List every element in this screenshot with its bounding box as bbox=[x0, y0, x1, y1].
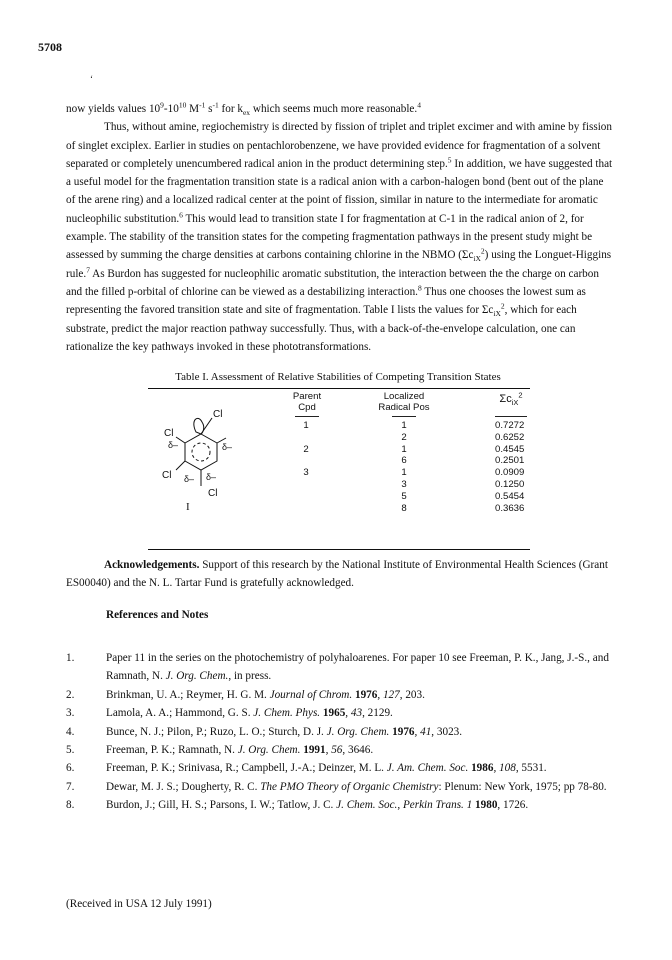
header-localized-radical-pos: Localized Radical Pos bbox=[378, 391, 430, 413]
partial-charge-label: δ– bbox=[184, 474, 195, 484]
reference-item: 7. Dewar, M. J. S.; Dougherty, R. C. The PMO Theory of Organic Chemistry: Plenum: New York, 1975; pp 78-80. bbox=[66, 780, 607, 793]
partial-charge-label: δ– bbox=[206, 472, 217, 482]
table-cell: 6 bbox=[401, 455, 407, 467]
table-cell: 3 bbox=[303, 467, 309, 479]
table-cell: 0.7272 bbox=[495, 420, 525, 431]
table-cell: 0.6252 bbox=[495, 431, 525, 443]
partial-charge-label: δ– bbox=[222, 442, 233, 452]
citation: 5 bbox=[447, 155, 452, 165]
table-cell: 3 bbox=[401, 478, 407, 490]
table-cell: 8 bbox=[401, 502, 407, 514]
column-radical-pos bbox=[395, 420, 413, 514]
table-cell bbox=[296, 432, 316, 444]
table-cell: 1 bbox=[303, 420, 309, 431]
table-cell: 0.2501 bbox=[495, 455, 525, 467]
table-cell bbox=[296, 503, 316, 515]
table-cell: 0.0909 bbox=[495, 467, 525, 479]
page-number: 5708 bbox=[38, 40, 62, 54]
citation: 4 bbox=[417, 100, 421, 110]
body-text bbox=[66, 100, 614, 356]
stray-mark: ‘ bbox=[90, 74, 93, 84]
header-underline bbox=[495, 416, 527, 417]
reference-item: 8. Burdon, J.; Gill, H. S.; Parsons, I. W.; Tatlow, J. C. J. Chem. Soc., Perkin Trans. 1 1980, 1726. bbox=[66, 799, 529, 812]
reference-item: 5. Freeman, P. K.; Ramnath, N. J. Org. Chem. 1991, 56, 3646. bbox=[66, 744, 374, 757]
reference-item: 4. Bunce, N. J.; Pilon, P.; Ruzo, L. O.; Sturch, D. J. J. Org. Chem. 1976, 41, 3023. bbox=[66, 725, 463, 738]
table-cell: 0.1250 bbox=[495, 478, 525, 490]
reference-item: 1. Paper 11 in the series on the photochemistry of polyhaloarenes. For paper 10 see Freeman, P. K., Jang, J.-S., and Ramnath, N. J. Org. Chem., in press. bbox=[66, 652, 609, 683]
chlorine-label: Cl bbox=[164, 428, 174, 439]
header-underline bbox=[295, 416, 319, 417]
citation: 7 bbox=[86, 264, 90, 274]
transition-state-structure bbox=[156, 396, 266, 518]
header-sum-cix2: $\Sigma c_{iX}^2$ bbox=[499, 390, 523, 408]
reference-item: 6. Freeman, P. K.; Srinivasa, R.; Campbell, J.-A.; Deinzer, M. L. J. Am. Chem. Soc. 1986, 108, 5531. bbox=[66, 762, 547, 775]
table-top-rule bbox=[148, 388, 530, 389]
paragraph-2: Thus, without amine, regiochemistry is directed by fission of triplet and triplet excimer and with amine by fission of singlet exciplex. Earlier in studies on pentachlorobenzene, we have provided evidence for fragmentation of a solvent separated or completely unencumbered radical anion in the product determining step.$^5$ In addition, we have suggested that a useful model for the fragmentation transition state is a radical anion with a carbon-halogen bond (bent out of the plane of the arene ring) and a localized radical center at the point of fission, similar in nature to the intermediate for aromatic nucleophilic substitution.$^6$ This would lead to transition state I for fragmentation at C-1 in the radical anion of 2, for example. The stability of the transition states for the competing fragmentation pathways in the present study might be assessed by summing the charge densities at carbons containing chlorine in the NBMO $(\Sigma c_{iX}^2)$ using the Longuet-Higgins rule.$^7$ As Burdon has suggested for nucleophilic aromatic substitution, the interaction between the the charge on carbon and the filled p-orbital of chlorine can be viewed as a destabilizing interaction.$^8$ Thus one chooses the lowest sum as representing the favored transition state and site of fragmentation. Table I lists the values for $\Sigma c_{iX}^2$, which for each substrate, predict the major reaction pathway successfully. Thus, with a back-of-the-envelope calculation, one can rationalize the key pathways invoked in these phototransformations. bbox=[66, 121, 613, 353]
table-cell: 0.4545 bbox=[495, 443, 525, 455]
column-sum-cix2 bbox=[495, 420, 535, 514]
reference-item: 2. Brinkman, U. A.; Reymer, H. G. M. Journal of Chrom. 1976, 127, 203. bbox=[66, 688, 425, 701]
benzene-ring bbox=[185, 434, 217, 470]
citation: 6 bbox=[179, 210, 183, 220]
header-underline bbox=[392, 416, 416, 417]
citation: 8 bbox=[417, 283, 422, 293]
chlorine-label: Cl bbox=[208, 488, 218, 499]
table-cell: 0.5454 bbox=[495, 490, 525, 502]
bond bbox=[176, 461, 185, 470]
table-cell: 5 bbox=[401, 490, 407, 502]
table-bottom-rule bbox=[148, 549, 530, 550]
radical-anion-circle bbox=[192, 443, 210, 461]
received-date: (Received in USA 12 July 1991) bbox=[66, 898, 212, 910]
reference-item: 3. Lamola, A. A.; Hammond, G. S. J. Chem. Phys. 1965, 43, 2129. bbox=[66, 707, 393, 720]
table-cell: 2 bbox=[401, 431, 407, 443]
acknowledgements-text: Support of this research by the National Institute of Environmental Health Sciences (Grant ES00040) and the N. L. Tartar Fund is gratefully acknowledged. bbox=[66, 559, 608, 590]
table-cell bbox=[296, 491, 316, 503]
paragraph-1: now yields values $10^9-10^{10}$ $M^{-1}$ $s^{-1}$ for $k_{ex}$ which seems much more reasonable.$^4$ bbox=[66, 100, 421, 118]
references-heading: References and Notes bbox=[106, 609, 209, 621]
acknowledgements-heading: Acknowledgements. bbox=[104, 559, 200, 571]
references-list bbox=[66, 649, 626, 815]
table-cell bbox=[296, 479, 316, 491]
table-cell bbox=[296, 455, 316, 467]
table-cell: 1 bbox=[401, 467, 407, 479]
table-cell: 1 bbox=[401, 443, 407, 455]
acknowledgements bbox=[66, 556, 626, 593]
column-parent-cpd bbox=[296, 420, 316, 514]
table-cell: 2 bbox=[303, 443, 309, 455]
table-title: Table I. Assessment of Relative Stabilities of Competing Transition States bbox=[175, 371, 501, 383]
bond bbox=[201, 418, 212, 434]
chlorine-label: Cl bbox=[162, 470, 172, 481]
chlorine-label: Cl bbox=[213, 409, 223, 420]
header-parent-cpd: Parent Cpd bbox=[292, 391, 322, 413]
table-cell: 0.3636 bbox=[495, 502, 525, 514]
structure-roman-label: I bbox=[186, 501, 190, 513]
partial-charge-label: δ– bbox=[168, 440, 179, 450]
table-cell: 1 bbox=[401, 420, 407, 431]
